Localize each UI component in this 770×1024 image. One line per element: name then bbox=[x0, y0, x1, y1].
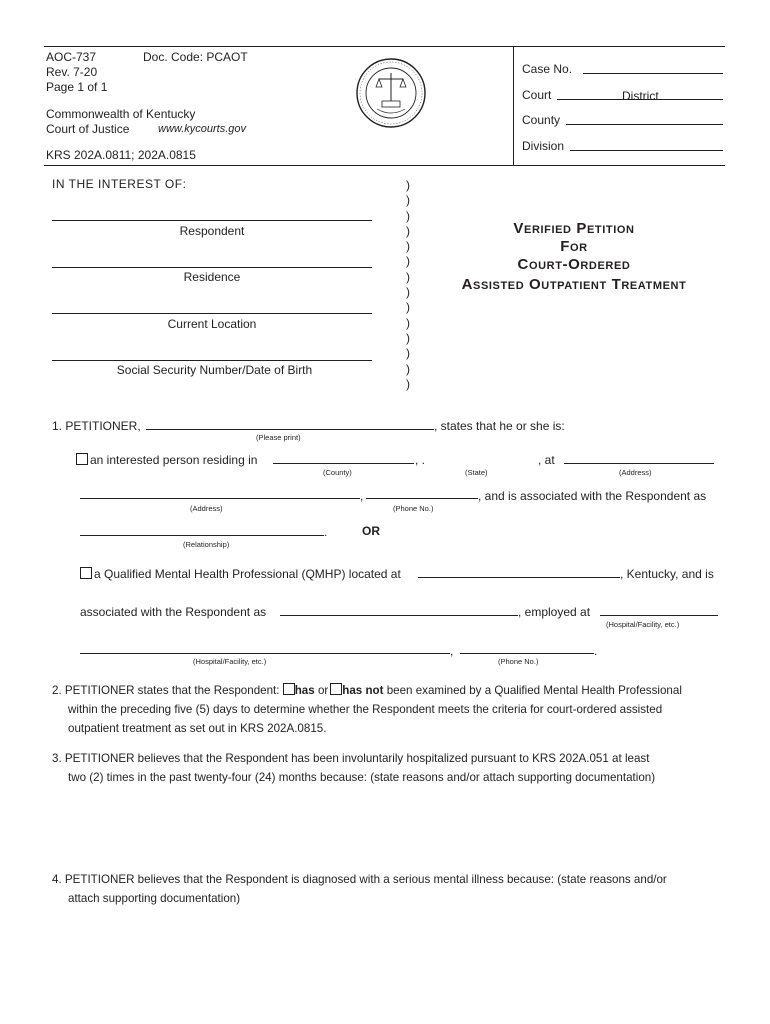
hospital-caption: (Hospital/Facility, etc.) bbox=[606, 620, 680, 629]
phone-field[interactable] bbox=[366, 487, 478, 499]
relationship-field[interactable] bbox=[80, 524, 324, 536]
ssn-dob-caption: Social Security Number/Date of Birth bbox=[116, 363, 313, 377]
has-not-checkbox[interactable] bbox=[330, 683, 342, 695]
period2: . bbox=[594, 644, 598, 658]
has-not-label: has not bbox=[342, 684, 384, 697]
has-label: has bbox=[294, 684, 315, 697]
county-caption: (County) bbox=[323, 468, 352, 477]
comma2: , bbox=[360, 489, 364, 503]
case-no-field[interactable] bbox=[583, 62, 723, 74]
phone-field2[interactable] bbox=[460, 642, 594, 654]
current-location-field[interactable] bbox=[52, 302, 372, 314]
or-label: OR bbox=[362, 524, 380, 538]
interested-person-checkbox[interactable] bbox=[76, 453, 88, 465]
county-label: County bbox=[522, 113, 561, 127]
county-field[interactable] bbox=[566, 113, 723, 125]
header-top-rule bbox=[44, 46, 725, 47]
statute: KRS 202A.0811; 202A.0815 bbox=[46, 148, 196, 162]
section-2-rest1: been examined by a Qualified Mental Health Professional bbox=[386, 684, 682, 697]
qmhp-label: a Qualified Mental Health Professional (QMHP) located at bbox=[94, 567, 401, 581]
case-no-label: Case No. bbox=[522, 62, 573, 76]
division-field[interactable] bbox=[570, 139, 723, 151]
qmhp-association-field[interactable] bbox=[280, 604, 518, 616]
qmhp-row bbox=[80, 567, 401, 581]
section-2-line2: within the preceding five (5) days to determine whether the Respondent meets the criteria for court-ordered assisted bbox=[68, 703, 663, 716]
qmhp-location-field[interactable] bbox=[418, 566, 620, 578]
court-label: Court bbox=[522, 88, 552, 102]
interested-person-row bbox=[76, 453, 257, 467]
section-4-line2: attach supporting documentation) bbox=[68, 892, 241, 905]
petition-title-line1: Verified Petition bbox=[513, 220, 635, 237]
relationship-caption: (Relationship) bbox=[183, 540, 230, 549]
comma3: , bbox=[450, 644, 454, 658]
petition-title-line2: For bbox=[560, 238, 588, 255]
header-divider bbox=[513, 46, 514, 165]
comma: , . bbox=[415, 453, 426, 467]
section-2 bbox=[52, 681, 732, 738]
petitioner-lead: 1. PETITIONER, bbox=[52, 419, 141, 433]
caption-bracket: ) ) ) ) ) ) ) ) ) ) ) ) ) ) bbox=[406, 178, 410, 391]
section-3-line2: two (2) times in the past twenty-four (24) months because: (state reasons and/or attach supporting documentation) bbox=[68, 771, 656, 784]
at-label: , at bbox=[538, 453, 555, 467]
or-text: or bbox=[317, 684, 329, 697]
hospital-caption2: (Hospital/Facility, etc.) bbox=[193, 657, 267, 666]
section-3 bbox=[52, 749, 732, 787]
petitioner-states: , states that he or she is: bbox=[434, 419, 565, 433]
respondent-field[interactable] bbox=[52, 209, 372, 221]
associated-as-label: associated with the Respondent as bbox=[80, 605, 267, 619]
page-number: Page 1 of 1 bbox=[46, 80, 108, 94]
section-4-line1: 4. PETITIONER believes that the Respondent is diagnosed with a serious mental illness because: (state reasons and/or bbox=[52, 873, 667, 886]
website: www.kycourts.gov bbox=[158, 123, 247, 135]
state-caption: (State) bbox=[465, 468, 488, 477]
phone-caption2: (Phone No.) bbox=[498, 657, 539, 666]
current-location-caption: Current Location bbox=[167, 317, 257, 331]
ssn-dob-field[interactable] bbox=[52, 349, 372, 361]
interest-of-label: IN THE INTEREST OF: bbox=[52, 177, 187, 191]
please-print-caption: (Please print) bbox=[256, 433, 301, 442]
revision: Rev. 7-20 bbox=[46, 65, 98, 79]
has-checkbox[interactable] bbox=[283, 683, 295, 695]
petition-title-line3: Court-Ordered bbox=[517, 256, 631, 273]
phone-caption: (Phone No.) bbox=[393, 504, 434, 513]
doc-code: Doc. Code: PCAOT bbox=[143, 50, 248, 64]
residence-field[interactable] bbox=[52, 256, 372, 268]
section-3-line1: 3. PETITIONER believes that the Respondent has been involuntarily hospitalized pursuant to KRS 202A.051 at least bbox=[52, 752, 650, 765]
division-label: Division bbox=[522, 139, 565, 153]
form-number: AOC-737 bbox=[46, 50, 97, 64]
petition-title-line4: Assisted Outpatient Treatment bbox=[461, 276, 687, 293]
address-line-field[interactable] bbox=[80, 487, 360, 499]
section-3-reasons-area[interactable] bbox=[68, 792, 718, 862]
hospital-field[interactable] bbox=[80, 642, 450, 654]
commonwealth: Commonwealth of Kentucky bbox=[46, 107, 196, 121]
court-of-justice: Court of Justice bbox=[46, 122, 130, 136]
section-2-line3: outpatient treatment as set out in KRS 202A.0815. bbox=[68, 722, 327, 735]
section-4-reasons-area[interactable] bbox=[68, 910, 718, 1010]
address-field[interactable] bbox=[564, 452, 714, 464]
period: . bbox=[324, 525, 328, 539]
kentucky-court-seal-icon bbox=[355, 57, 427, 129]
associated-label: , and is associated with the Respondent as bbox=[478, 489, 707, 503]
header-bottom-rule bbox=[44, 165, 725, 166]
qmhp-checkbox[interactable] bbox=[80, 567, 92, 579]
court-value: District bbox=[622, 89, 659, 103]
section-2-lead: 2. PETITIONER states that the Respondent: bbox=[52, 684, 280, 697]
address-caption2: (Address) bbox=[190, 504, 223, 513]
county-residing-field[interactable] bbox=[273, 452, 414, 464]
address-caption: (Address) bbox=[619, 468, 652, 477]
employer-field[interactable] bbox=[600, 604, 718, 616]
respondent-caption: Respondent bbox=[179, 224, 245, 238]
section-4 bbox=[52, 870, 732, 908]
kentucky-label: , Kentucky, and is bbox=[620, 567, 714, 581]
employed-at-label: , employed at bbox=[518, 605, 591, 619]
residence-caption: Residence bbox=[183, 270, 241, 284]
petitioner-name-field[interactable] bbox=[146, 418, 434, 430]
interested-person-label: an interested person residing in bbox=[90, 453, 258, 467]
